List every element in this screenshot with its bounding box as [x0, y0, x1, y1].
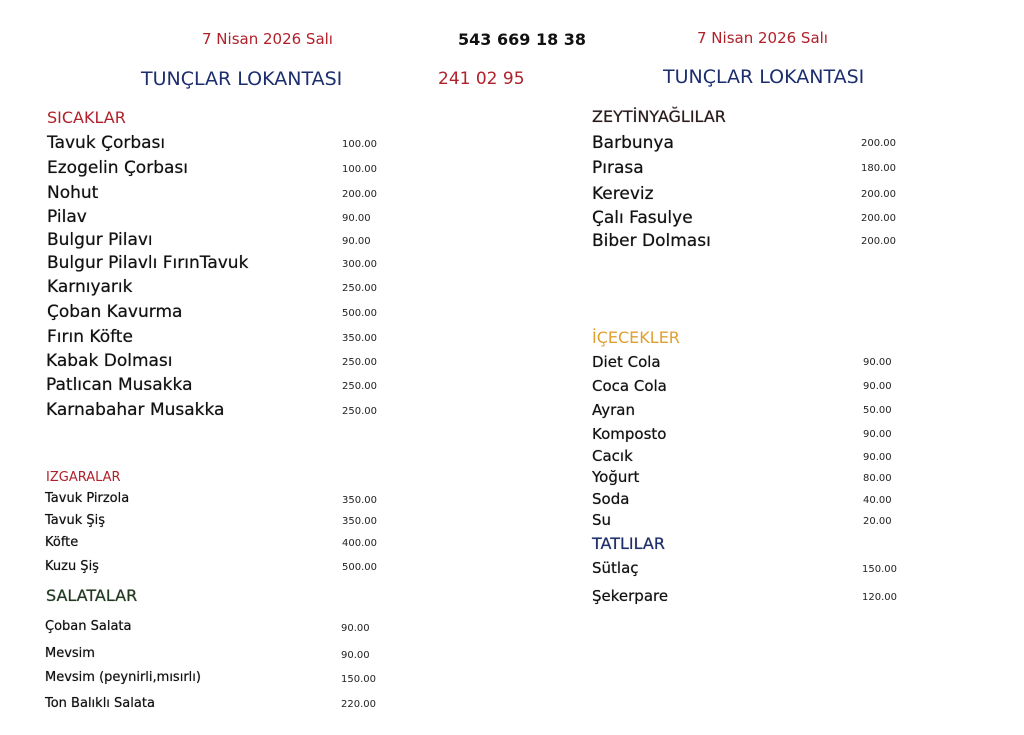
- menu-item-price: 90.00: [341, 650, 370, 661]
- menu-item-price: 200.00: [861, 213, 896, 224]
- section-title: TATLILAR: [592, 534, 665, 553]
- menu-item-price: 20.00: [863, 516, 892, 527]
- menu-item-price: 150.00: [341, 674, 376, 685]
- section-title: ZEYTİNYAĞLILAR: [592, 107, 726, 126]
- menu-item-price: 400.00: [342, 538, 377, 549]
- menu-item-name: Soda: [592, 490, 630, 508]
- menu-item-name: Tavuk Pirzola: [45, 491, 130, 506]
- right-date: 7 Nisan 2026 Salı: [697, 29, 828, 47]
- menu-item-name: Su: [592, 511, 612, 529]
- menu-item-price: 150.00: [862, 564, 897, 575]
- menu-item-name: Tavuk Şiş: [45, 513, 105, 528]
- section-title: IZGARALAR: [46, 470, 121, 485]
- left-restaurant-title: TUNÇLAR LOKANTASI: [141, 68, 343, 90]
- menu-item-price: 250.00: [342, 381, 377, 392]
- menu-item-price: 200.00: [861, 138, 896, 149]
- menu-item-price: 90.00: [342, 236, 371, 247]
- menu-item-price: 220.00: [341, 699, 376, 710]
- menu-item-name: Nohut: [47, 183, 99, 203]
- menu-item-name: Pırasa: [592, 158, 644, 178]
- menu-item-price: 90.00: [863, 357, 892, 368]
- menu-item-name: Köfte: [45, 535, 79, 550]
- menu-item-price: 40.00: [863, 495, 892, 506]
- menu-item-price: 80.00: [863, 473, 892, 484]
- menu-item-name: Bulgur Pilavlı FırınTavuk: [47, 253, 249, 273]
- menu-item-name: Karnabahar Musakka: [46, 400, 225, 420]
- menu-item-name: Çalı Fasulye: [592, 208, 693, 228]
- menu-item-price: 120.00: [862, 592, 897, 603]
- menu-item-price: 250.00: [342, 357, 377, 368]
- menu-item-name: Karnıyarık: [47, 277, 133, 297]
- menu-item-name: Barbunya: [592, 133, 674, 153]
- menu-item-price: 350.00: [342, 333, 377, 344]
- menu-item-price: 180.00: [861, 163, 896, 174]
- menu-item-name: Fırın Köfte: [47, 327, 133, 347]
- menu-item-name: Mevsim (peynirli,mısırlı): [45, 670, 201, 685]
- menu-item-name: Ayran: [592, 401, 635, 419]
- menu-item-price: 350.00: [342, 495, 377, 506]
- menu-item-name: Coca Cola: [592, 377, 667, 395]
- menu-item-name: Komposto: [592, 425, 667, 443]
- menu-item-name: Çoban Salata: [45, 619, 132, 634]
- section-title: SICAKLAR: [47, 108, 126, 127]
- menu-item-price: 200.00: [861, 236, 896, 247]
- menu-item-name: Mevsim: [45, 646, 95, 661]
- menu-item-price: 500.00: [342, 562, 377, 573]
- menu-item-name: Pilav: [47, 207, 87, 227]
- menu-item-price: 250.00: [342, 406, 377, 417]
- menu-item-name: Kabak Dolması: [46, 351, 173, 371]
- menu-item-name: Kereviz: [592, 184, 654, 204]
- menu-item-price: 200.00: [342, 189, 377, 200]
- menu-item-price: 90.00: [863, 452, 892, 463]
- menu-item-price: 100.00: [342, 139, 377, 150]
- menu-item-name: Patlıcan Musakka: [46, 375, 193, 395]
- menu-item-price: 200.00: [861, 189, 896, 200]
- menu-item-price: 90.00: [863, 429, 892, 440]
- section-title: SALATALAR: [46, 586, 138, 605]
- menu-item-name: Yoğurt: [592, 468, 640, 486]
- menu-item-price: 500.00: [342, 308, 377, 319]
- menu-item-price: 300.00: [342, 259, 377, 270]
- menu-item-name: Sütlaç: [592, 559, 639, 577]
- menu-item-price: 90.00: [863, 381, 892, 392]
- menu-item-price: 90.00: [342, 213, 371, 224]
- menu-item-name: Cacık: [592, 447, 633, 465]
- menu-item-name: Ezogelin Çorbası: [47, 158, 188, 178]
- left-date: 7 Nisan 2026 Salı: [202, 30, 333, 48]
- menu-item-price: 250.00: [342, 283, 377, 294]
- menu-item-name: Bulgur Pilavı: [47, 230, 153, 250]
- phone-secondary: 241 02 95: [438, 69, 525, 89]
- menu-item-price: 50.00: [863, 405, 892, 416]
- section-title: İÇECEKLER: [592, 328, 680, 347]
- phone-main: 543 669 18 38: [458, 30, 587, 49]
- menu-item-price: 350.00: [342, 516, 377, 527]
- menu-item-name: Çoban Kavurma: [47, 302, 183, 322]
- menu-item-name: Diet Cola: [592, 353, 661, 371]
- menu-item-price: 90.00: [341, 623, 370, 634]
- menu-item-name: Ton Balıklı Salata: [45, 696, 155, 711]
- right-restaurant-title: TUNÇLAR LOKANTASI: [663, 66, 865, 88]
- menu-item-name: Şekerpare: [592, 587, 669, 605]
- menu-item-name: Kuzu Şiş: [45, 559, 99, 574]
- menu-item-price: 100.00: [342, 164, 377, 175]
- menu-item-name: Tavuk Çorbası: [47, 133, 166, 153]
- menu-item-name: Biber Dolması: [592, 231, 711, 251]
